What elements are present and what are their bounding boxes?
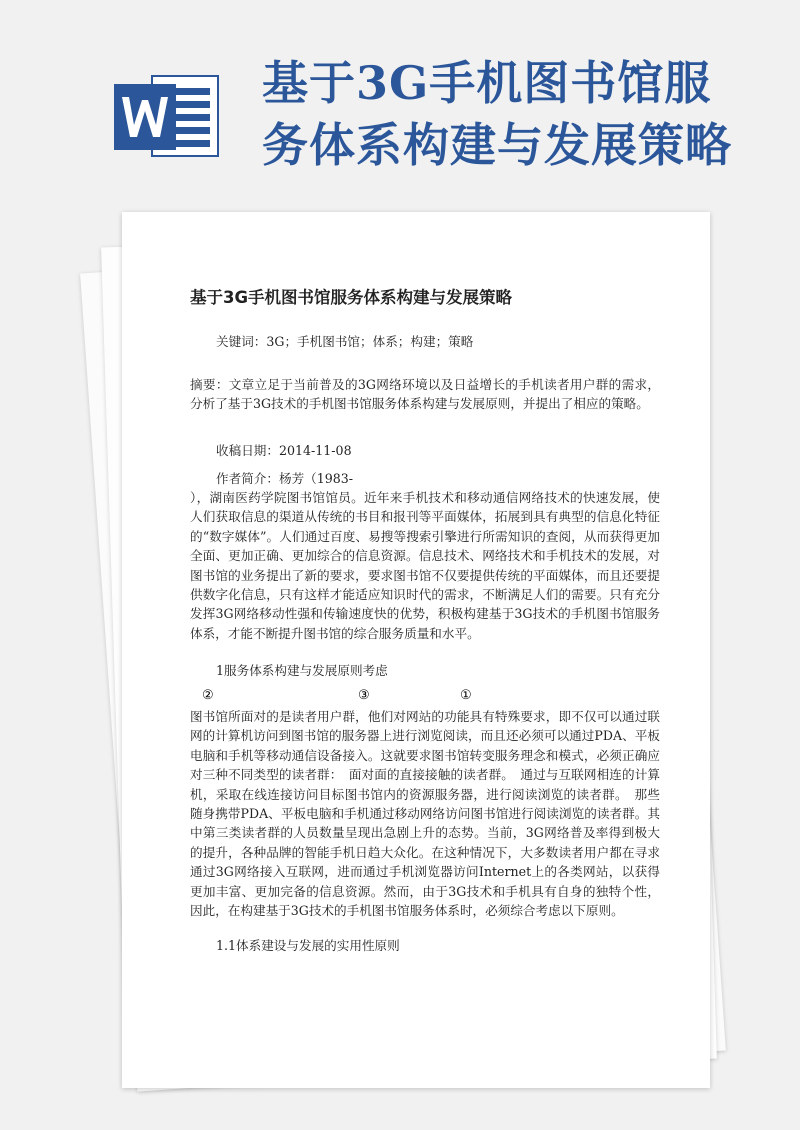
body-paragraph: ），湖南医药学院图书馆馆员。近年来手机技术和移动通信网络技术的快速发展，使人们获取信息的渠道从传统的书目和报刊等平面媒体，拓展到具有典型的信息化特征的“数字媒体”。人们通过百度、易搜等搜索引擎进行所需知识的查阅，从而获得更加全面、更加正确、更加综合的信息资源。信息技术、网络技术和手机技术的发展，对图书馆的业务提出了新的要求，要求图书馆不仅要提供传统的平面媒体，而且还要提供数字化信息，只有这样才能适应知识时代的需求，不断满足人们的需要。只有充分发挥3G网络移动性强和传输速度快的优势，积极构建基于3G技术的手机图书馆服务体系，才能不断提升图书馆的综合服务质量和水平。 xyxy=(190,490,660,641)
document-title: 基于3G手机图书馆服务体系构建与发展策略 xyxy=(190,288,513,307)
author-intro: 作者简介：杨芳（1983- xyxy=(216,471,354,486)
keywords: 关键词：3G；手机图书馆；体系；构建；策略 xyxy=(216,334,474,349)
circled-marker: ② xyxy=(202,688,214,703)
document-page xyxy=(122,212,710,1088)
subsection-heading: 1.1体系建设与发展的实用性原则 xyxy=(216,938,400,953)
word-document-icon xyxy=(112,70,222,162)
abstract: 摘要：文章立足于当前普及的3G网络环境以及日益增长的手机读者用户群的需求，分析了基于3G技术的手机图书馆服务体系构建与发展原则，并提出了相应的策略。 xyxy=(190,377,660,412)
marker-row xyxy=(202,688,602,708)
body-paragraph: 图书馆所面对的是读者用户群，他们对网站的功能具有特殊要求，即不仅可以通过联网的计算机访问到图书馆的服务器上进行浏览阅读，而且还必须可以通过PDA、平板电脑和手机等移动通信设备接入。这就要求图书馆转变服务理念和模式，必须正确应对三种不同类型的读者群： 面对面的直接接触的读者群。 通过与互联网相连的计算机，采取在线连接访问目标图书馆内的资源服务器，进行阅读浏览的读者群。 那些随身携带PDA、平板电脑和手机通过移动网络访问图书馆进行阅读浏览的读者群。其中第三类读者群的人员数量呈现出急剧上升的态势。当前，3G网络普及率得到极大的提升，各种品牌的智能手机日趋大众化。在这种情况下，大多数读者用户都在寻求通过3G网络接入互联网，进而通过手机浏览器访问Internet上的各类网站，以获得更加丰富、更加完备的信息资源。然而，由于3G技术和手机具有自身的独特个性，因此，在构建基于3G技术的手机图书馆服务体系时，必须综合考虑以下原则。 xyxy=(190,709,660,919)
section-heading: 1服务体系构建与发展原则考虑 xyxy=(216,663,388,678)
circled-marker: ③ xyxy=(358,688,370,703)
banner-title-line-2: 务体系构建与发展策略 xyxy=(262,118,732,172)
banner-title xyxy=(262,52,782,176)
received-date: 收稿日期：2014-11-08 xyxy=(216,443,352,458)
circled-marker: ① xyxy=(460,688,472,703)
banner-title-line-1: 基于3G手机图书馆服 xyxy=(262,56,712,110)
